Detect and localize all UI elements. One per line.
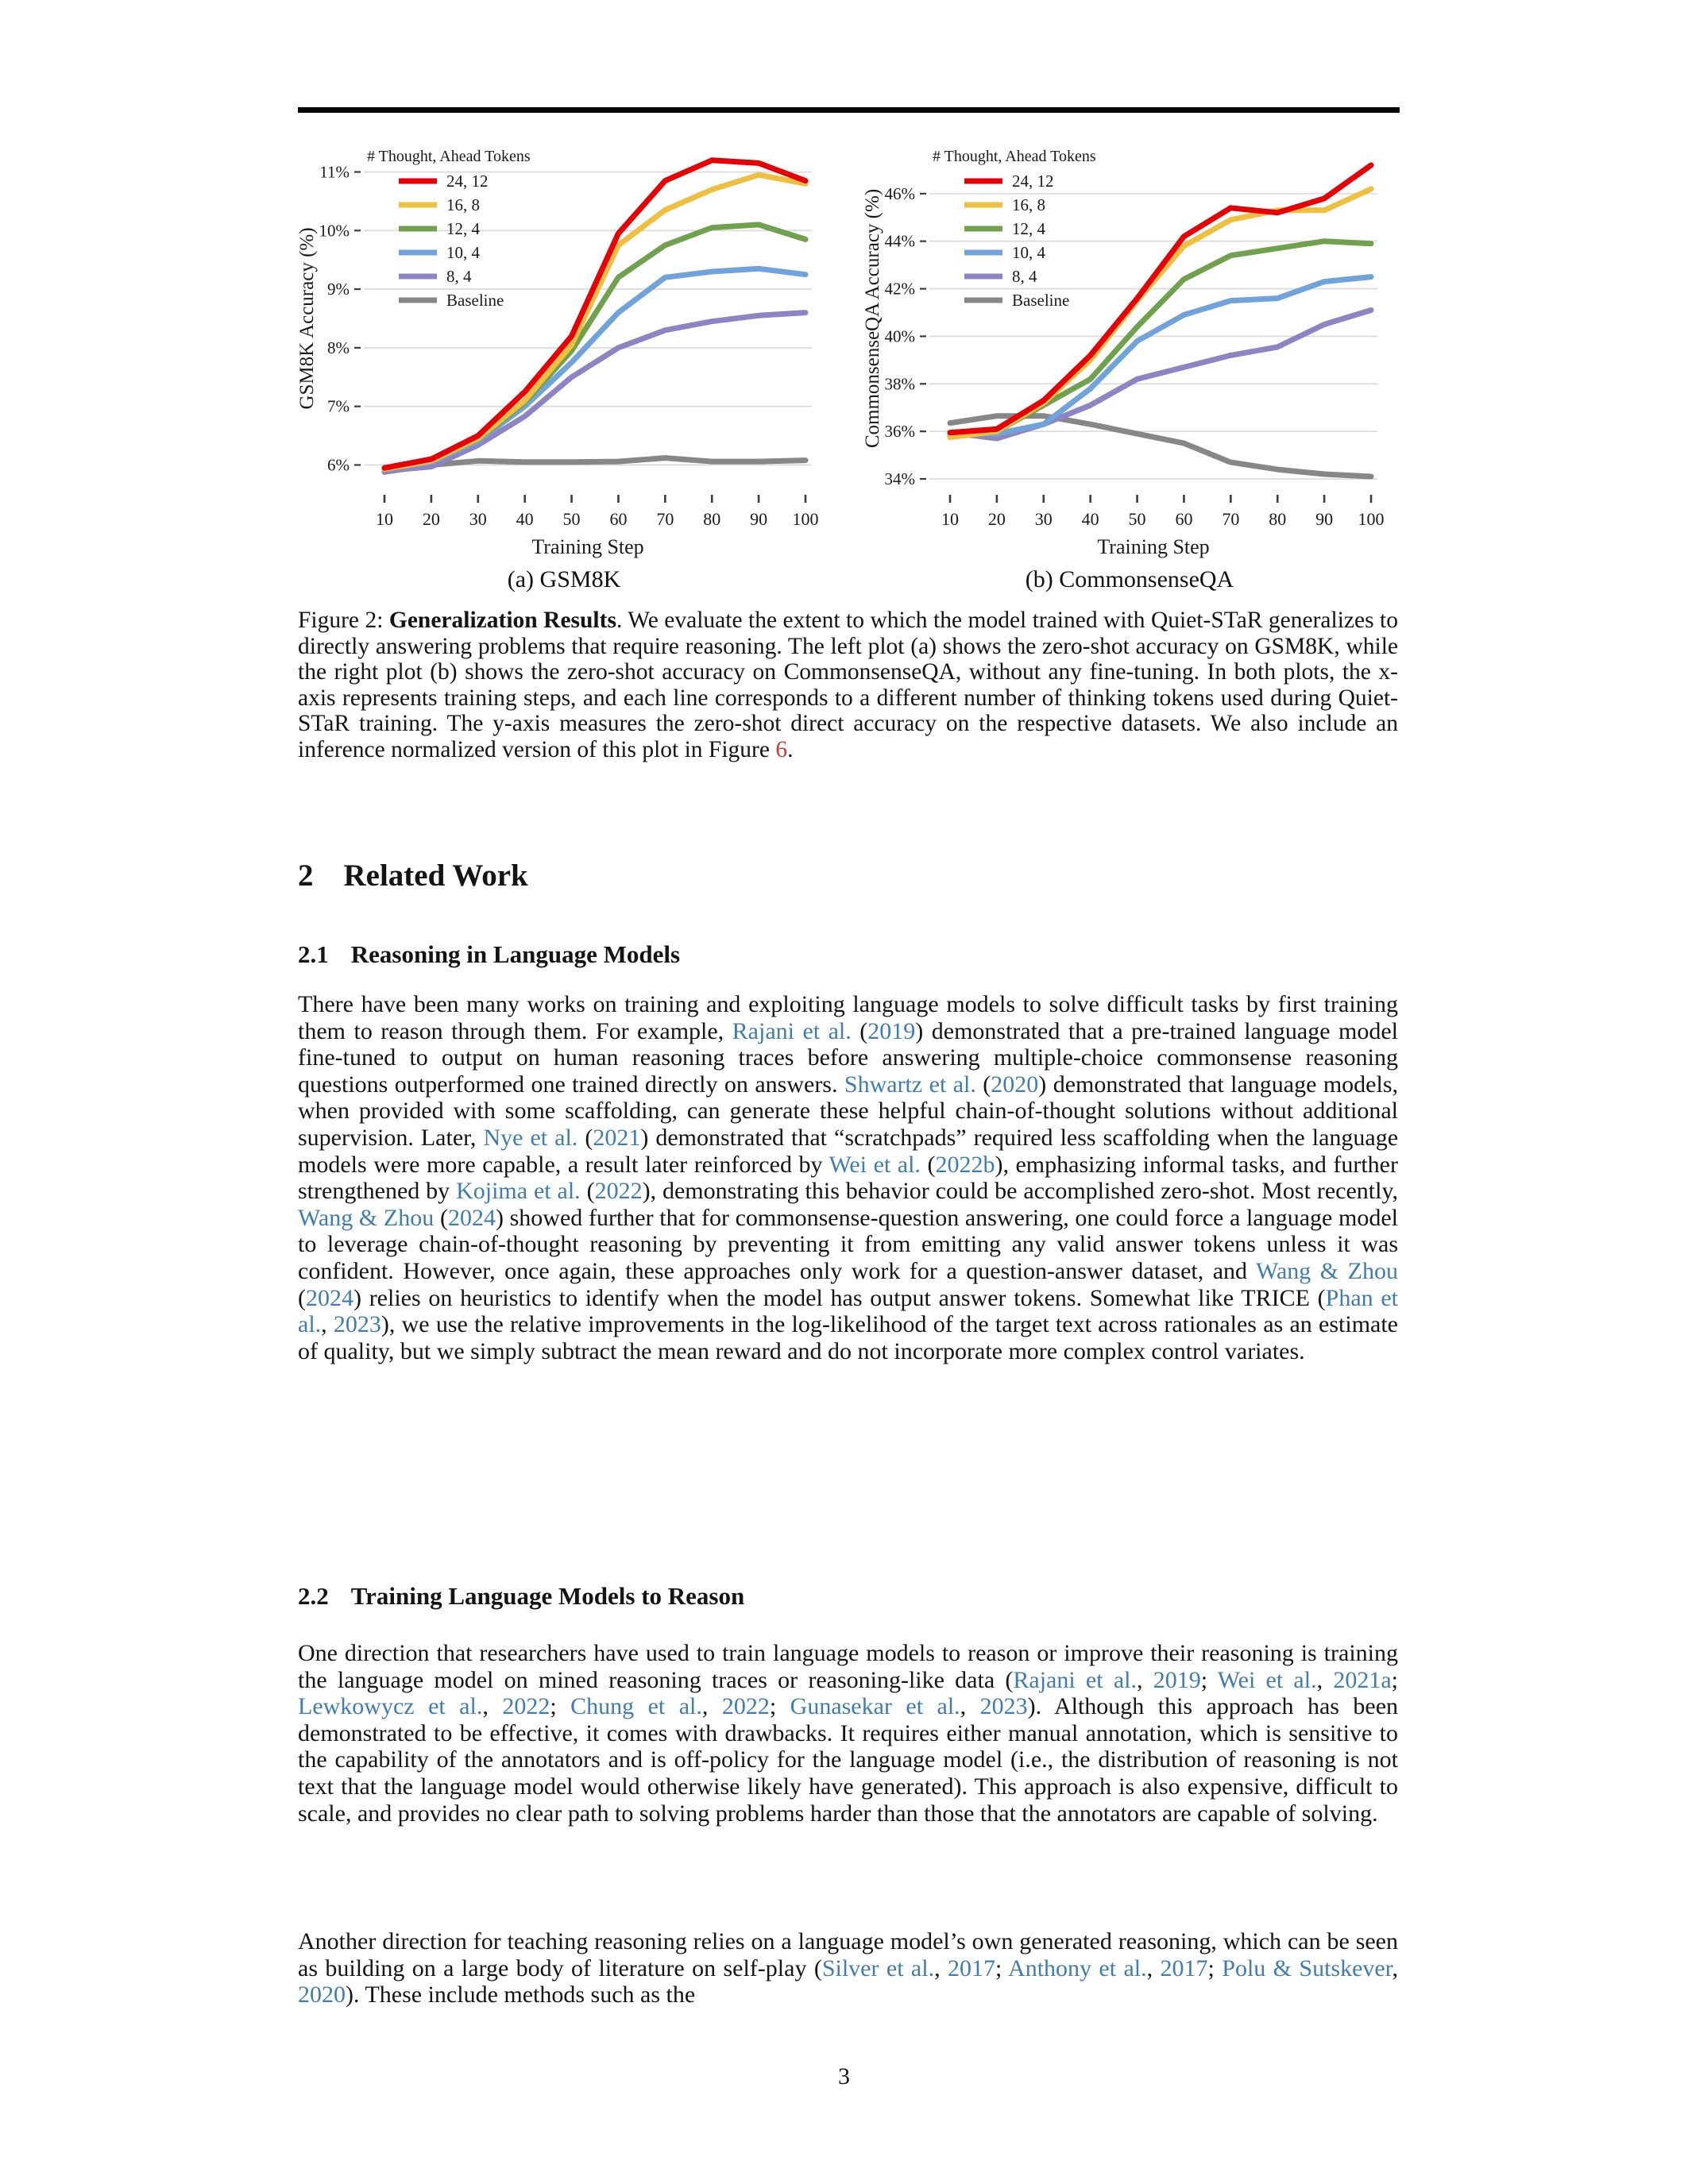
subcaption-b: (b) CommonsenseQA [1025,566,1234,592]
svg-text:Baseline: Baseline [1012,291,1070,310]
svg-text:34%: 34% [884,469,915,489]
subsection-heading-2-2 [298,1582,744,1611]
svg-text:70: 70 [656,509,674,529]
svg-text:Baseline: Baseline [446,291,504,310]
svg-text:20: 20 [422,509,440,529]
text-run: , [1392,1954,1399,1981]
text-run: ). These include methods such as the [346,1981,696,2008]
svg-text:40: 40 [1081,509,1099,529]
svg-text:24, 12: 24, 12 [1012,172,1054,191]
svg-text:16, 8: 16, 8 [446,195,480,214]
svg-text:CommonsenseQA Accuracy (%): CommonsenseQA Accuracy (%) [862,188,883,449]
svg-text:16, 8: 16, 8 [1012,195,1045,214]
text-run: ; [1207,1954,1223,1981]
citation-link[interactable]: 2022 [721,1693,770,1720]
svg-text:# Thought, Ahead Tokens: # Thought, Ahead Tokens [367,148,531,165]
svg-text:70: 70 [1222,509,1240,529]
citation-link[interactable]: Lewkowycz et al. [298,1693,483,1720]
text-run: ) demonstrated that language models, when provided with some scaffolding, can generate these helpful chain-of-thought solutions without additional supervision. Later, [298,1071,1398,1151]
citation-link[interactable]: Phan et al. [298,1284,1398,1338]
citation-link[interactable]: 2017 [947,1954,995,1981]
text-run: ( [920,1151,936,1178]
text-run: , [934,1954,948,1981]
text-run: , [1136,1666,1153,1693]
text-run: ( [298,1284,306,1311]
citation-link[interactable]: Wei et al. [829,1151,921,1178]
svg-text:30: 30 [469,509,487,529]
svg-text:40: 40 [516,509,534,529]
citation-link[interactable]: 2022 [502,1693,550,1720]
svg-text:36%: 36% [884,422,915,442]
citation-link[interactable]: Nye et al. [483,1124,578,1151]
svg-text:11%: 11% [319,162,350,182]
text-run: . [787,736,794,762]
gsm8k-line-chart [294,131,834,558]
svg-text:50: 50 [562,509,581,529]
svg-text:44%: 44% [884,231,915,251]
citation-link[interactable]: 2021 [593,1124,641,1151]
svg-text:20: 20 [987,509,1006,529]
svg-text:80: 80 [1269,509,1287,529]
svg-text:24, 12: 24, 12 [446,172,489,191]
svg-text:GSM8K Accuracy (%): GSM8K Accuracy (%) [296,227,318,410]
citation-link[interactable]: Polu & Sutskever [1222,1954,1393,1981]
svg-text:42%: 42% [884,279,915,299]
svg-text:46%: 46% [884,183,915,203]
citation-link[interactable]: 2024 [306,1284,353,1311]
svg-text:30: 30 [1034,509,1053,529]
text-run: ) demonstrated that a pre-trained language model fine-tuned to output on human reasoning traces before answering multiple-choice commonsense reasoning questions outperformed one trained directly on answers. [298,1017,1398,1098]
text-run: There have been many works on training and exploiting language models to solve difficult tasks by first training them to reason through them. For example, [298,991,1398,1044]
svg-text:100: 100 [1358,509,1385,529]
svg-text:Training Step: Training Step [1097,535,1210,558]
text-run: ) relies on heuristics to identify when the model has output answer tokens. Somewhat like TRICE ( [353,1284,1326,1311]
svg-text:80: 80 [703,509,721,529]
citation-link[interactable]: Gunasekar et al. [790,1693,960,1720]
svg-text:12, 4: 12, 4 [1012,219,1045,238]
citation-link[interactable]: Wei et al. [1217,1666,1317,1693]
text-run: ; [550,1693,571,1720]
svg-text:8%: 8% [327,338,350,357]
paragraph-training-2 [298,1928,1398,2008]
section-title: Related Work [343,859,528,893]
text-run: Another direction for teaching reasoning relies on a language model’s own generated reasoning, which can be seen as building on a large body of literature on self-play ( [298,1928,1398,1981]
citation-link[interactable]: Wang & Zhou [1256,1257,1398,1284]
text-run: ( [580,1178,595,1205]
text-run: , [321,1311,334,1338]
chart-gsm8k [294,131,834,593]
subsection-title: Training Language Models to Reason [350,1582,745,1610]
text-run: ( [975,1071,991,1098]
subcaption-a: (a) GSM8K [507,566,621,592]
svg-text:# Thought, Ahead Tokens: # Thought, Ahead Tokens [933,148,1096,165]
svg-text:12, 4: 12, 4 [446,219,480,238]
svg-text:60: 60 [1175,509,1193,529]
citation-link[interactable]: Anthony et al. [1008,1954,1147,1981]
text-run: ). Although this approach has been demonstrated to be effective, it comes with drawbacks. It requires either manual annotation, which is sensitive to the capability of the annotators and is off-policy for the language model (i.e., the distribution of reasoning is not text that the language model would otherwise likely have generated). This approach is also expensive, difficult to scale, and provides no clear path to solving problems harder than those that the annotators are capable of solving. [298,1693,1399,1827]
citation-link[interactable]: Shwartz et al. [844,1071,976,1098]
text-run: , [1316,1666,1334,1693]
svg-text:10: 10 [376,509,393,529]
figure-reference-link[interactable]: 6 [775,736,788,762]
svg-text:40%: 40% [884,326,915,346]
citation-link[interactable]: Chung et al. [570,1693,702,1720]
svg-text:Training Step: Training Step [531,535,644,558]
citation-link[interactable]: 2019 [1153,1666,1201,1693]
svg-text:10: 10 [941,509,959,529]
svg-text:38%: 38% [884,374,915,394]
text-run: ), we use the relative improvements in the log-likelihood of the target text across rationales as an estimate of quality, but we simply subtract the mean reward and do not incorporate more complex control variates. [298,1311,1398,1364]
text-run: , [1146,1954,1161,1981]
text-run: . We evaluate the extent to which the model trained with Quiet-STaR generalizes to directly answering problems that require reasoning. The left plot (a) shows the zero-shot accuracy on GSM8K, while the right plot (b) shows the zero-shot accuracy on CommonsenseQA, without any fine-tuning. In both plots, the x-axis represents training steps, and each line corresponds to a different number of thinking tokens used during Quiet-STaR training. The y-axis measures the zero-shot direct accuracy on the respective datasets. We also include an inference normalized version of this plot in Figure [298,608,1398,762]
chart-commonsenseqa [859,131,1400,593]
figure-caption [298,608,1398,763]
text-run: ) showed further that for commonsense-question answering, one could force a language model to leverage chain-of-thought reasoning by preventing it from emitting any valid answer tokens unless it was confident. However, once again, these approaches only work for a question-answer dataset, and [298,1204,1398,1284]
svg-text:100: 100 [792,509,819,529]
citation-link[interactable]: 2022b [935,1151,995,1178]
svg-text:9%: 9% [327,280,350,299]
text-run: ; [995,1954,1009,1981]
citation-link[interactable]: 2020 [298,1981,346,2008]
citation-link[interactable]: 2021a [1333,1666,1392,1693]
svg-text:10, 4: 10, 4 [446,243,480,262]
text-run: Figure 2: [298,608,389,633]
text-run: , [960,1693,980,1720]
citation-link[interactable]: Wang & Zhou [298,1204,435,1231]
text-run: ; [1391,1666,1398,1693]
text-run: ( [851,1017,868,1044]
citation-link[interactable]: 2022 [594,1178,643,1205]
svg-text:60: 60 [609,509,628,529]
citation-link[interactable]: Rajani et al. [1013,1666,1137,1693]
svg-text:7%: 7% [327,396,350,416]
commonsenseqa-line-chart [859,131,1400,558]
citation-link[interactable]: 2017 [1160,1954,1208,1981]
text-run: One direction that researchers have used to train language models to reason or improve their reasoning is training the language model on mined reasoning traces or reasoning-like data ( [298,1640,1398,1693]
text-run: ), demonstrating this behavior could be accomplished zero-shot. Most recently, [642,1178,1398,1205]
text-run: ), emphasizing informal tasks, and further strengthened by [298,1151,1398,1205]
subsection-number: 2.2 [298,1582,329,1610]
svg-text:8, 4: 8, 4 [446,267,472,286]
paragraph-reasoning [298,991,1398,1364]
citation-link[interactable]: 2019 [867,1017,916,1044]
svg-text:10, 4: 10, 4 [1012,243,1045,262]
svg-text:90: 90 [750,509,768,529]
header-rule [298,107,1400,113]
section-heading-related-work [298,858,528,893]
page-number: 3 [838,2063,850,2089]
text-run: , [701,1693,722,1720]
text-run: ( [577,1124,593,1151]
subsection-title: Reasoning in Language Models [350,940,681,968]
text-run: ) demonstrated that “scratchpads” required less scaffolding when the language models were more capable, a result later reinforced by [298,1124,1399,1178]
svg-text:50: 50 [1128,509,1146,529]
citation-link[interactable]: 2024 [447,1204,496,1231]
svg-text:8, 4: 8, 4 [1012,267,1037,286]
figure-2 [294,131,1400,593]
text-run: ; [1200,1666,1218,1693]
text-run: , [482,1693,503,1720]
citation-link[interactable]: Kojima et al. [456,1178,581,1205]
citation-link[interactable]: 2023 [333,1311,381,1338]
svg-text:6%: 6% [327,455,350,475]
text-run: ( [434,1204,448,1231]
section-number: 2 [298,859,314,893]
subsection-heading-2-1 [298,940,680,969]
subsection-number: 2.1 [298,940,329,968]
citation-link[interactable]: 2020 [991,1071,1039,1098]
svg-text:10%: 10% [319,221,350,241]
text-run: ; [769,1693,790,1720]
citation-link[interactable]: Silver et al. [821,1954,935,1981]
svg-text:90: 90 [1315,509,1334,529]
paragraph-training-1 [298,1640,1398,1827]
citation-link[interactable]: Rajani et al. [732,1017,852,1044]
caption-title: Generalization Results [388,608,616,633]
citation-link[interactable]: 2023 [979,1693,1028,1720]
